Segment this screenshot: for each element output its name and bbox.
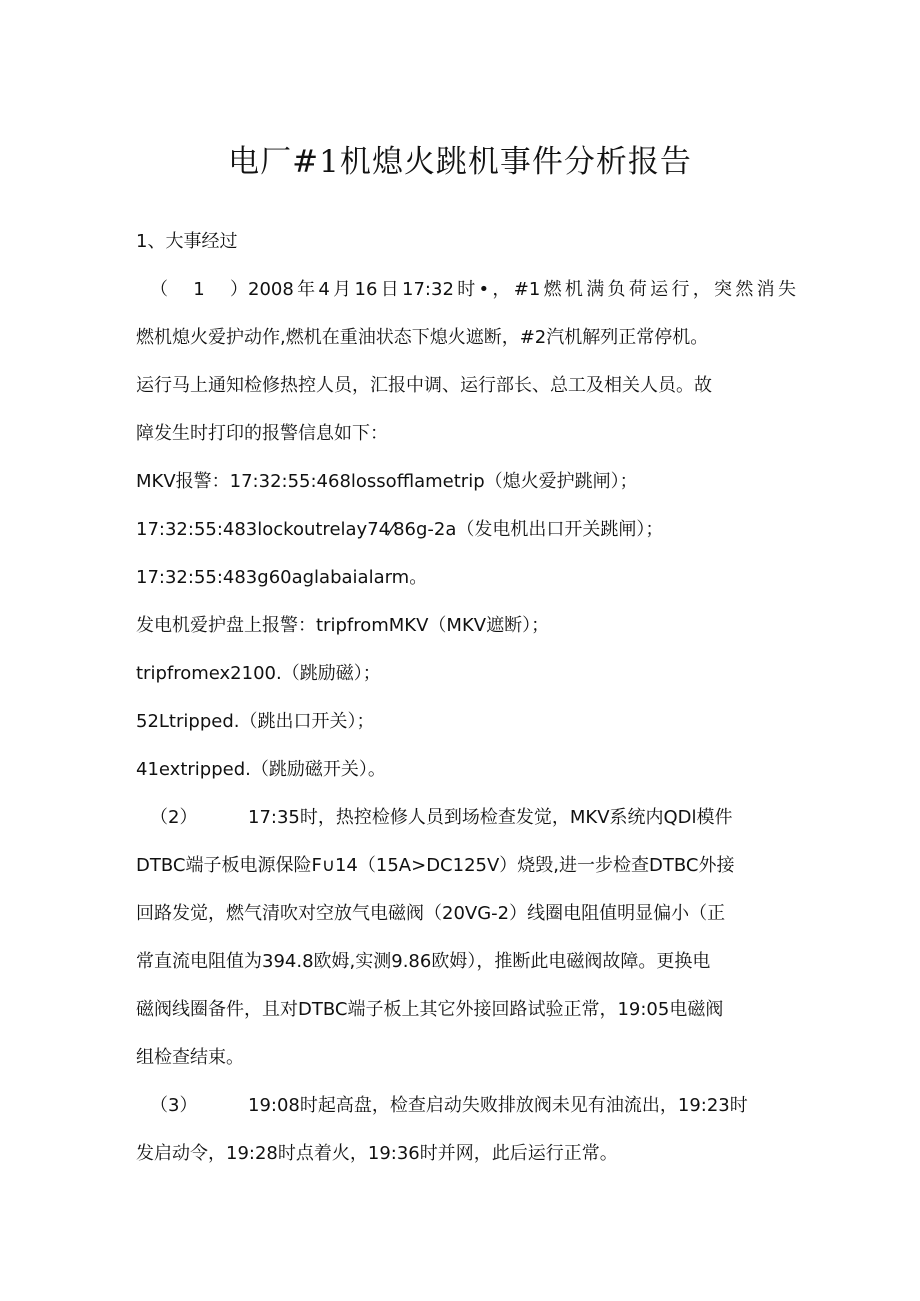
paragraph-2-line-4: 常直流电阻值为394.8欧姆,实测9.86欧姆），推断此电磁阀故障。更换电 — [136, 951, 711, 972]
paragraph-1-number: （1） — [150, 279, 248, 300]
paragraph-1-line-1 — [136, 266, 796, 314]
paragraph-1-line-2: 燃机熄火爱护动作,燃机在重油状态下熄火遮断，#2汽机解列正常停机。 — [136, 327, 709, 348]
paragraph-3-line-1 — [136, 1082, 796, 1130]
section-heading: 1、大事经过 — [136, 231, 238, 252]
document-body — [136, 218, 796, 1178]
paragraph-1-line-1-text: 2008年4月16日17:32时•，#1燃机满负荷运行，突然消失 — [248, 279, 796, 300]
document-title: 电厂#1机熄火跳机事件分析报告 — [228, 144, 692, 180]
paragraph-2-line-1-text: 17:35时，热控检修人员到场检查发觉，MKV系统内QDl模件 — [248, 807, 733, 828]
paragraph-1-line-3: 运行马上通知检修热控人员，汇报中调、运行部长、总工及相关人员。故 — [136, 375, 712, 396]
paragraph-3-line-1-text: 19:08时起高盘，检查启动失败排放阀未见有油流出，19:23时 — [248, 1095, 748, 1116]
paragraph-2-line-3: 回路发觉，燃气清吹对空放气电磁阀（20VG-2）线圈电阻值明显偏小（正 — [136, 903, 726, 924]
alarm-line: 41extripped.（跳励磁开关）。 — [136, 759, 386, 780]
alarm-line: tripfromex2100.（跳励磁）； — [136, 663, 381, 684]
paragraph-3-line-2: 发启动令，19:28时点着火，19:36时并网，此后运行正常。 — [136, 1143, 618, 1164]
paragraph-2-line-1 — [136, 794, 796, 842]
alarm-line: 52Ltripped.（跳出口开关）； — [136, 711, 375, 732]
paragraph-2-line-2: DTBC端子板电源保险F∪14（15A>DC125V）烧毁,进一步检查DTBC外接 — [136, 855, 735, 876]
paragraph-2-line-6: 组检查结束。 — [136, 1047, 244, 1068]
alarm-line: 17:32:55:483lockoutrelay74⁄86g-2a（发电机出口开关跳闸）； — [136, 519, 664, 540]
paragraph-1-line-4: 障发生时打印的报警信息如下： — [136, 423, 388, 444]
alarm-line: MKV报警：17:32:55:468lossofflametrip（熄火爱护跳闸）； — [136, 471, 638, 492]
alarm-line: 发电机爱护盘上报警：tripfromMKV（MKV遮断）； — [136, 615, 550, 636]
paragraph-3-number: （3） — [150, 1095, 198, 1116]
paragraph-2-number: （2） — [150, 807, 198, 828]
paragraph-2-line-5: 磁阀线圈备件，且对DTBC端子板上其它外接回路试验正常，19:05电磁阀 — [136, 999, 724, 1020]
alarm-line: 17:32:55:483g60aglabaialarm。 — [136, 567, 428, 588]
